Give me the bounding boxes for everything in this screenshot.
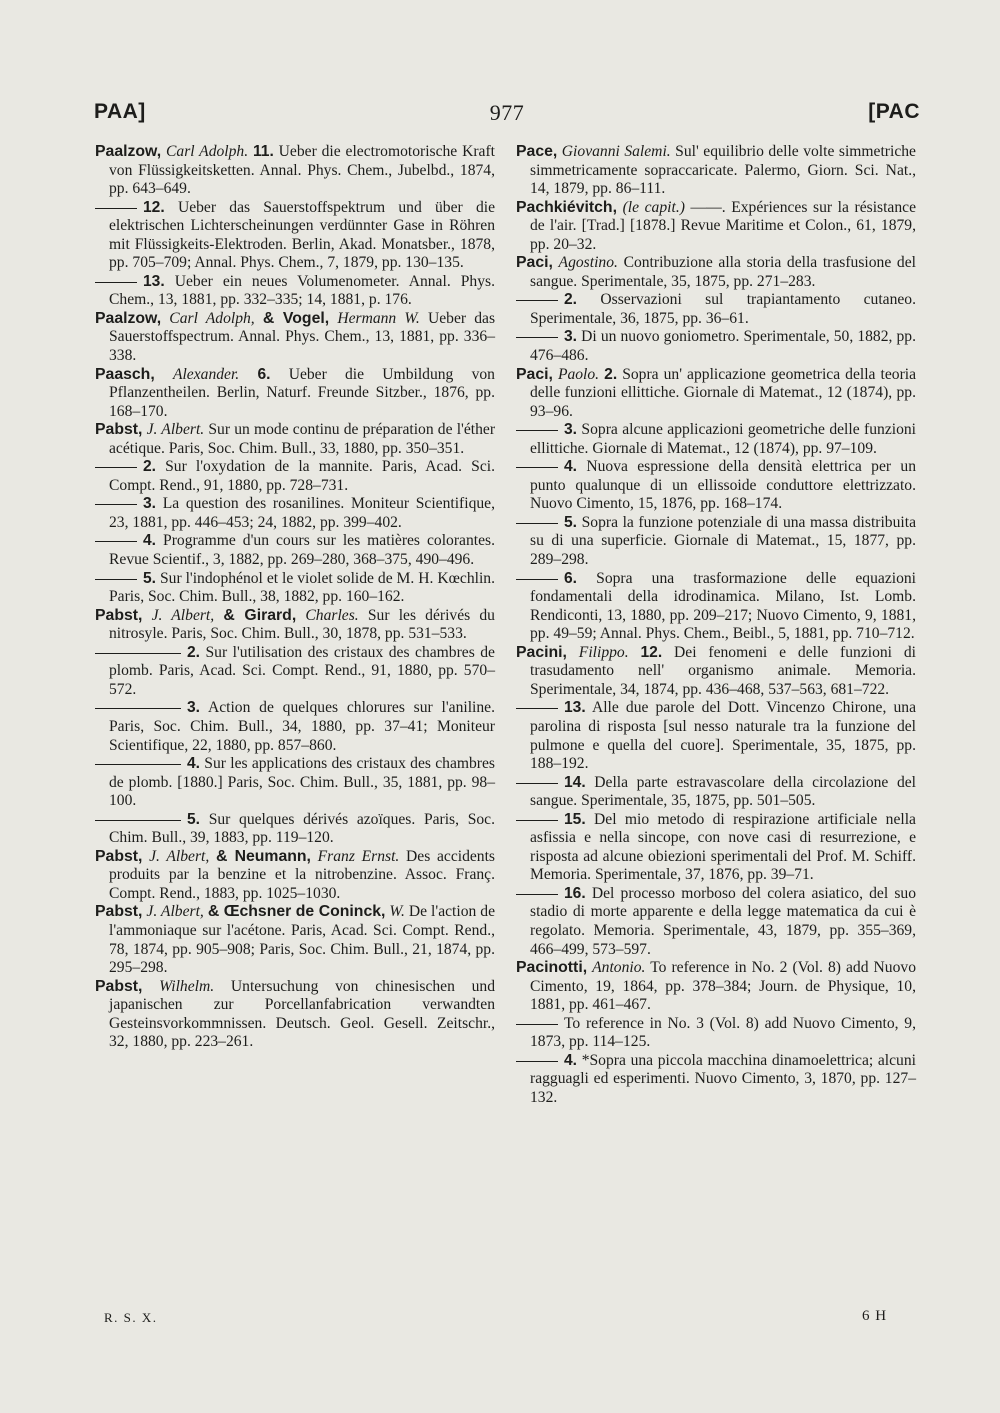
author-given-name: Agostino. [558, 254, 618, 272]
entry-number: 3. [187, 699, 201, 717]
author-name: Pace, [516, 143, 558, 160]
entry-text: Dei fenomeni e delle funzioni di trasudamento nell' organismo animale. Memoria. Sperimentale, 34, 1874, pp. 436–468, 537–563, 681–722. [530, 643, 916, 698]
bibliography-entry [95, 811, 495, 848]
coauthor-given-name: Hermann W. [337, 309, 420, 327]
coauthor-name: & Neumann, [215, 847, 311, 865]
author-given-name: Wilhelm. [159, 977, 215, 995]
entry-text: Sur l'oxydation de la mannite. Paris, Acad. Sci. Compt. Rend., 91, 1880, pp. 728–731. [109, 458, 495, 494]
entry-number: 5. [564, 513, 578, 531]
bibliography-entry [95, 755, 495, 811]
entry-number: 5. [143, 569, 157, 587]
entry-number: 6. [564, 569, 578, 587]
author-given-name: Carl Adolph. [166, 143, 249, 160]
ditto-rule [516, 579, 558, 580]
author-given-name: Alexander. [172, 365, 240, 383]
bibliography-entry [516, 143, 916, 199]
bibliography-entry [95, 903, 495, 977]
ditto-rule [516, 1061, 558, 1062]
bibliography-entry [95, 699, 495, 755]
entry-text: Sopra un' applicazione geometrica della teoria delle funzioni ellittiche. Giornale di Matemat., 12 (1874), pp. 93–96. [530, 365, 917, 420]
entry-text: Alle due parole del Dott. Vincenzo Chirone, una parolina di risposta [sul nesso naturale tra la funzione del pulmone e quella del cuore]. Sperimentale, 35, 1875, pp. 188–192. [530, 699, 916, 773]
entry-text: Sur les applications des cristaux des chambres de plomb. [1880.] Paris, Soc. Chim. Bull., 35, 1881, pp. 98–100. [109, 755, 495, 810]
bibliography-entry [516, 1015, 916, 1052]
entry-text: Sopra una trasformazione delle equazioni fondamentali della idrodinamica. Milano, Ist. Lomb. Rendiconti, 13, 1880, pp. 209–217; Nuovo Cimento, 9, 1881, pp. 49–59; Annal. Phys. Chem., Beibl., 5, 1881, pp. 710–712. [530, 569, 916, 643]
header-left: PAA] [94, 100, 146, 123]
ditto-rule [95, 208, 137, 209]
ditto-rule [95, 579, 137, 580]
bibliography-entry [516, 366, 916, 422]
bibliography-entry [516, 458, 916, 514]
ditto-rule [516, 523, 558, 524]
coauthor-given-name: Charles. [305, 606, 359, 624]
coauthor-given-name: W. [389, 903, 405, 921]
author-name: Paci, [516, 254, 553, 272]
ditto-rule [95, 504, 137, 505]
entry-number: 12. [640, 643, 663, 661]
entry-text: De l'action de l'ammoniaque sur l'acétone. Paris, Acad. Sci. Compt. Rend., 78, 1874, pp. 905–908; Paris, Soc. Chim. Bull., 21, 1874, pp. 295–298. [109, 903, 495, 977]
entry-text: Sur quelques dérivés azoïques. Paris, Soc. Chim. Bull., 39, 1883, pp. 119–120. [109, 810, 495, 847]
entry-number: 15. [564, 810, 586, 828]
entry-text: Programme d'un cours sur les matières colorantes. Revue Scientif., 3, 1882, pp. 269–280, 368–375, 490–496. [109, 532, 495, 569]
entry-number: 16. [564, 884, 586, 902]
entry-number: 2. [564, 291, 578, 309]
bibliography-entry [516, 699, 916, 773]
ditto-rule [516, 820, 558, 821]
bibliography-entry [516, 514, 916, 570]
entry-text: Sul' equilibrio delle volte simmetriche simmetricamente sopraccaricate. Palermo, Giorn. Sci. Nat., 14, 1879, pp. 86–111. [530, 143, 916, 198]
entry-text: Ueber das Sauerstoffspektrum und über die elektrischen Lichterscheinungen verdünnter Gase in Röhren mit Flüssigkeits-Elektroden. Berlin, Akad. Monatsber., 1878, pp. 705–709; Annal. Phys. Chem., 7, 1879, pp. 130–135. [109, 198, 495, 272]
entry-text: Ueber ein neues Volumenometer. Annal. Phys. Chem., 13, 1881, pp. 332–335; 14, 1881, p. 176. [109, 272, 495, 309]
bibliography-entry [95, 458, 495, 495]
entry-text: ——. Expériences sur la résistance de l'air. [Trad.] [1878.] Revue Maritime et Colon., 61, 1879, pp. 20–32. [530, 198, 916, 253]
bibliography-entry [95, 644, 495, 700]
author-given-name: Paolo. [557, 365, 600, 383]
author-name: Paalzow, [95, 143, 162, 160]
left-column [95, 143, 495, 1052]
bibliography-entry [516, 774, 916, 811]
entry-text: To reference in No. 2 (Vol. 8) add Nuovo Cimento, 19, 1864, pp. 378–384; Journ. de Physique, 10, 1881, pp. 461–467. [530, 959, 916, 1014]
entry-text: Ueber die electromotorische Kraft von Flüssigkeitsketten. Annal. Phys. Chem., Jubelbd., 1874, pp. 643–649. [109, 143, 495, 198]
author-name: Pabst, [95, 847, 143, 865]
entry-number: 3. [143, 495, 157, 513]
author-given-name: Antonio. [592, 959, 646, 977]
entry-text: *Sopra una piccola macchina dinamoelettrica; alcuni ragguagli ed esperimenti. Nuovo Cimento, 3, 1870, pp. 127–132. [530, 1051, 916, 1106]
bibliography-entry [516, 570, 916, 644]
entry-number: 2. [187, 643, 201, 661]
entry-number: 6. [257, 365, 271, 383]
ditto-rule [516, 300, 558, 301]
author-name: Paci, [516, 365, 553, 383]
entry-text: Sur l'indophénol et le violet solide de M. H. Kœchlin. Paris, Soc. Chim. Bull., 38, 1882, pp. 160–162. [109, 569, 495, 606]
bibliography-entry [516, 959, 916, 1015]
bibliography-entry [516, 199, 916, 255]
ditto-rule [516, 337, 558, 338]
bibliography-entry [516, 421, 916, 458]
ditto-rule [95, 467, 137, 468]
bibliography-entry [95, 978, 495, 1052]
entry-text: Action de quelques chlorures sur l'aniline. Paris, Soc. Chim. Bull., 34, 1880, pp. 37–41; Moniteur Scientifique, 22, 1880, pp. 857–860. [109, 699, 495, 754]
author-name: Pacinotti, [516, 959, 588, 977]
page-header [94, 100, 920, 134]
coauthor-name: & Œchsner de Coninck, [207, 903, 386, 921]
bibliography-entry [95, 532, 495, 569]
entry-text: Nuova espressione della densità elettrica per un punto qualunque di un ellissoide conduttore elettrizzato. Nuovo Cimento, 15, 1876, pp. 168–174. [530, 458, 916, 513]
entry-text: Untersuchung von chinesischen und japanischen zur Porcellanfabrication verwandten Gesteinsvorkommnissen. Deutsch. Geol. Gesell. Zeitschr., 32, 1880, pp. 223–261. [109, 977, 495, 1051]
author-given-name: Giovanni Salemi. [561, 143, 671, 160]
entry-number: 11. [252, 143, 274, 160]
bibliography-entry [95, 607, 495, 644]
author-given-name: Filippo. [578, 643, 629, 661]
entry-text: Osservazioni sul trapiantamento cutaneo. Sperimentale, 36, 1875, pp. 36–61. [530, 291, 916, 327]
entry-number: 2. [143, 458, 157, 476]
entry-number: 12. [143, 198, 165, 216]
bibliography-entry [95, 495, 495, 532]
bibliography-entry [95, 199, 495, 273]
bibliography-entry [95, 366, 495, 422]
ditto-rule [95, 708, 181, 709]
coauthor-given-name: Franz Ernst. [317, 847, 400, 865]
author-name: Pacini, [516, 643, 567, 661]
ditto-rule [516, 783, 558, 784]
entry-number: 4. [187, 755, 201, 773]
author-name: Pabst, [95, 977, 143, 995]
author-given-name: J. Albert, [149, 847, 210, 865]
bibliography-entry [516, 1052, 916, 1108]
bibliography-entry [516, 811, 916, 885]
ditto-rule [516, 467, 558, 468]
bibliography-entry [516, 644, 916, 700]
author-name: Pachkiévitch, [516, 198, 617, 216]
coauthor-name: & Girard, [223, 606, 297, 624]
author-given-name: (le capit.) [622, 198, 685, 216]
bibliography-entry [516, 291, 916, 328]
entry-text: To reference in No. 3 (Vol. 8) add Nuovo Cimento, 9, 1873, pp. 114–125. [530, 1014, 916, 1051]
ditto-rule [95, 653, 181, 654]
entry-number: 4. [564, 458, 578, 476]
bibliography-entry [95, 848, 495, 904]
entry-text: Des accidents produits par la benzine et la nitrobenzine. Assoc. Franç. Compt. Rend., 1883, pp. 1025–1030. [109, 847, 495, 902]
bibliography-entry [95, 273, 495, 310]
author-name: Paasch, [95, 365, 155, 383]
bibliography-entry [95, 310, 495, 366]
author-name: Paalzow, [95, 309, 162, 327]
entry-text: Ueber das Sauerstoffspectrum. Annal. Phys. Chem., 13, 1881, pp. 336–338. [109, 309, 496, 365]
entry-number: 3. [564, 421, 578, 439]
coauthor-name: & Vogel, [262, 309, 330, 327]
entry-text: Sopra alcune applicazioni geometriche delle funzioni ellittiche. Giornale di Matemat., 12 (1874), pp. 97–109. [530, 421, 916, 457]
entry-text: Sopra la funzione potenziale di una massa distribuita su di una superficie. Giornale di Matemat., 15, 1877, pp. 289–298. [530, 513, 916, 569]
entry-text: Sur l'utilisation des cristaux des chambres de plomb. Paris, Acad. Sci. Compt. Rend., 91, 1880, pp. 570–572. [109, 643, 495, 698]
ditto-rule [516, 430, 558, 431]
page-number: 977 [489, 100, 525, 125]
author-given-name: J. Albert. [146, 421, 205, 439]
bibliography-entry [95, 421, 495, 458]
right-column [516, 143, 916, 1107]
bibliography-entry [516, 328, 916, 365]
entry-number: 14. [564, 773, 586, 791]
bibliography-entry [95, 143, 495, 199]
entry-text: Della parte estravascolare della circolazione del sangue. Sperimentale, 35, 1875, pp. 501–505. [530, 773, 916, 810]
entry-text: Del mio metodo di respirazione artificiale nella asfissia e nella sincope, con nove casi di resurrezione, e risposta ad alcune obiezioni sperimentali del Prof. M. Schiff. Memoria. Sperimentale, 37, 1876, pp. 39–71. [530, 810, 916, 884]
entry-number: 13. [143, 272, 165, 290]
author-name: Pabst, [95, 903, 143, 921]
entry-number: 3. [564, 328, 578, 346]
entry-text: Del processo morboso del colera asiatico, del suo stadio di morte apparente e della legge matematica da cui è regolato. Memoria. Sperimentale, 43, 1879, pp. 355–369, 466–499, 573–597. [530, 884, 916, 958]
entry-text: Sur un mode continu de préparation de l'éther acétique. Paris, Soc. Chim. Bull., 33, 1880, pp. 350–351. [109, 421, 496, 457]
entry-number: 4. [564, 1051, 578, 1069]
entry-text: Di un nuovo goniometro. Sperimentale, 50, 1882, pp. 476–486. [530, 328, 916, 365]
ditto-rule [95, 282, 137, 283]
author-name: Pabst, [95, 606, 143, 624]
entry-number: 2. [604, 365, 618, 383]
ditto-rule [95, 764, 181, 765]
bibliography-entry [516, 885, 916, 959]
entry-number: 13. [564, 699, 586, 717]
entry-number: 4. [143, 532, 157, 550]
entry-text: Sur les dérivés du nitrosyle. Paris, Soc. Chim. Bull., 30, 1878, pp. 531–533. [109, 606, 495, 643]
entry-text: La question des rosanilines. Moniteur Scientifique, 23, 1881, pp. 446–453; 24, 1882, pp. 399–402. [109, 495, 495, 531]
author-name: Pabst, [95, 421, 143, 439]
signature-mark: R. S. X. [104, 1310, 158, 1325]
ditto-rule [95, 541, 137, 542]
ditto-rule [95, 820, 181, 821]
entry-number: 5. [187, 810, 201, 828]
entry-text: Ueber die Umbildung von Pflanzentheilen. Berlin, Naturf. Freunde Sitzber., 1876, pp. 168–170. [109, 365, 495, 420]
bibliography-entry [95, 570, 495, 607]
author-given-name: Carl Adolph, [169, 309, 255, 327]
header-right: [PAC [868, 100, 920, 123]
ditto-rule [516, 1024, 558, 1025]
ditto-rule [516, 894, 558, 895]
entry-text: Contribuzione alla storia della trasfusione del sangue. Sperimentale, 35, 1875, pp. 271–283. [530, 254, 916, 290]
bibliography-entry [516, 254, 916, 291]
author-given-name: J. Albert, [151, 606, 215, 624]
sheet-mark: 6 H [862, 1308, 888, 1324]
author-given-name: J. Albert, [146, 903, 204, 921]
ditto-rule [516, 708, 558, 709]
